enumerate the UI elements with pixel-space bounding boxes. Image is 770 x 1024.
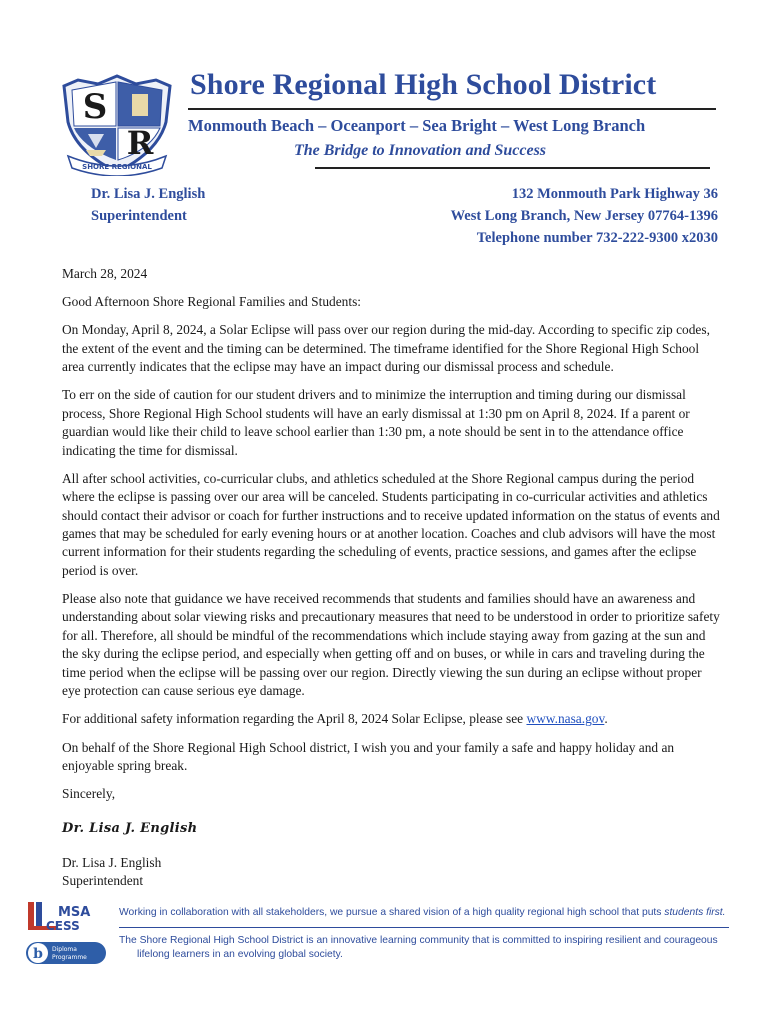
district-title: Shore Regional High School District (190, 68, 657, 101)
footer-vision-emphasis: students first. (664, 907, 726, 918)
letter-paragraph-2: To err on the side of caution for our student drivers and to minimize the interruption and timing during our dismissal process, Shore Regional High School students will have an early dismissal at 1:30 pm on April 8, 2024. If a parent or guardian would like their child to leave school earlier than 1:30 pm, a note should be sent in to the attendance office indicating the time for dismissal. (62, 387, 690, 458)
superintendent-name: Dr. Lisa J. English (91, 186, 206, 202)
address-line-2: West Long Branch, New Jersey 07764-1396 (450, 208, 718, 224)
address-line-1: 132 Monmouth Park Highway 36 (511, 186, 718, 202)
crest-banner-text: SHORE REGIONAL (82, 163, 152, 171)
district-motto: The Bridge to Innovation and Success (293, 142, 547, 159)
accreditation-logos (24, 900, 116, 970)
letter-paragraph-4: Please also note that guidance we have received recommends that students and families should have an awareness and understanding about solar viewing risks and precautionary measures that need to be understood in order to prioritize safety for all. Therefore, all should be mindful of the recommendations which include staying away from gazing at the sun and the sky during the eclipse period, and especially when getting off and on buses, or while in cars and traveling during the time period when the eclipse will be passing over our region. Directly viewing the sun during an eclipse without proper eye protection can cause serious eye damage. (62, 591, 720, 699)
letter-paragraph-5 (62, 710, 722, 728)
signer-title: Superintendent (62, 873, 144, 889)
district-address-block (451, 183, 718, 249)
footer-vision-main: Working in collaboration with all stakeholders, we pursue a shared vision of a high quality regional high school that puts (119, 907, 665, 918)
signer-name: Dr. Lisa J. English (62, 854, 162, 870)
svg-text:R: R (126, 124, 154, 162)
letter-date: March 28, 2024 (62, 266, 148, 281)
svg-text:Diploma: Diploma (52, 946, 77, 953)
phone-number: Telephone number 732-222-9300 x2030 (476, 230, 718, 246)
footer-mission-line-1: The Shore Regional High School District is an innovative learning community that is committed to inspiring resilient and courageous (119, 935, 718, 946)
header-divider-bottom (315, 167, 710, 169)
district-towns: Monmouth Beach – Oceanport – Sea Bright – West Long Branch (188, 116, 646, 135)
svg-text:S: S (82, 87, 108, 127)
footer-mission-line-2: lifelong learners in an evolving global society. (137, 949, 343, 960)
para5-suffix: . (604, 711, 608, 727)
nasa-link[interactable]: www.nasa.gov (526, 711, 605, 727)
msa-cess-logo (28, 902, 90, 933)
footer-divider (119, 927, 729, 928)
district-crest-logo (58, 72, 176, 176)
svg-text:MSA: MSA (58, 905, 91, 920)
letter-paragraph-3: All after school activities, co-curricular clubs, and athletics scheduled at the Shore Regional campus during the period where the eclipse is passing over our area will be canceled. Students participating in co-curricular activities and athletics should contact their advisor or coach for further instructions and to receive updated information on the status of events and games that may be scheduled for early evening hours or at another location. Coaches and club advisors will have the most current information for their students regarding the scheduling of events, practice sessions, and games after the eclipse period is over. (62, 470, 720, 578)
header-divider-top (188, 108, 716, 110)
letter-paragraph-1: On Monday, April 8, 2024, a Solar Eclipse will pass over our region during the mid-day. According to specific zip codes, the extent of the event and the timing can be determined. The timeframe identified for the Shore Regional High School area currently indicates that the eclipse may have an impact during our dismissal process and schedule. (62, 322, 710, 375)
letter-paragraph-6: On behalf of the Shore Regional High School district, I wish you and your family a safe and happy holiday and an enjoyable spring break. (62, 739, 675, 773)
signer-block (62, 854, 722, 891)
footer-mission-statement (119, 934, 734, 962)
footer-vision-statement (119, 907, 726, 918)
signature: Dr. Lisa J. English (62, 820, 198, 836)
svg-text:Programme: Programme (52, 954, 87, 961)
letter-greeting: Good Afternoon Shore Regional Families and Students: (62, 294, 362, 310)
svg-text:CESS: CESS (46, 919, 80, 933)
letter-closing: Sincerely, (62, 786, 116, 802)
superintendent-role: Superintendent (91, 208, 187, 224)
superintendent-block (91, 183, 205, 227)
para5-prefix: For additional safety information regarding the April 8, 2024 Solar Eclipse, please see (62, 711, 527, 727)
svg-text:b: b (33, 946, 43, 962)
letter-body (62, 265, 722, 891)
ib-diploma-logo (26, 942, 106, 964)
